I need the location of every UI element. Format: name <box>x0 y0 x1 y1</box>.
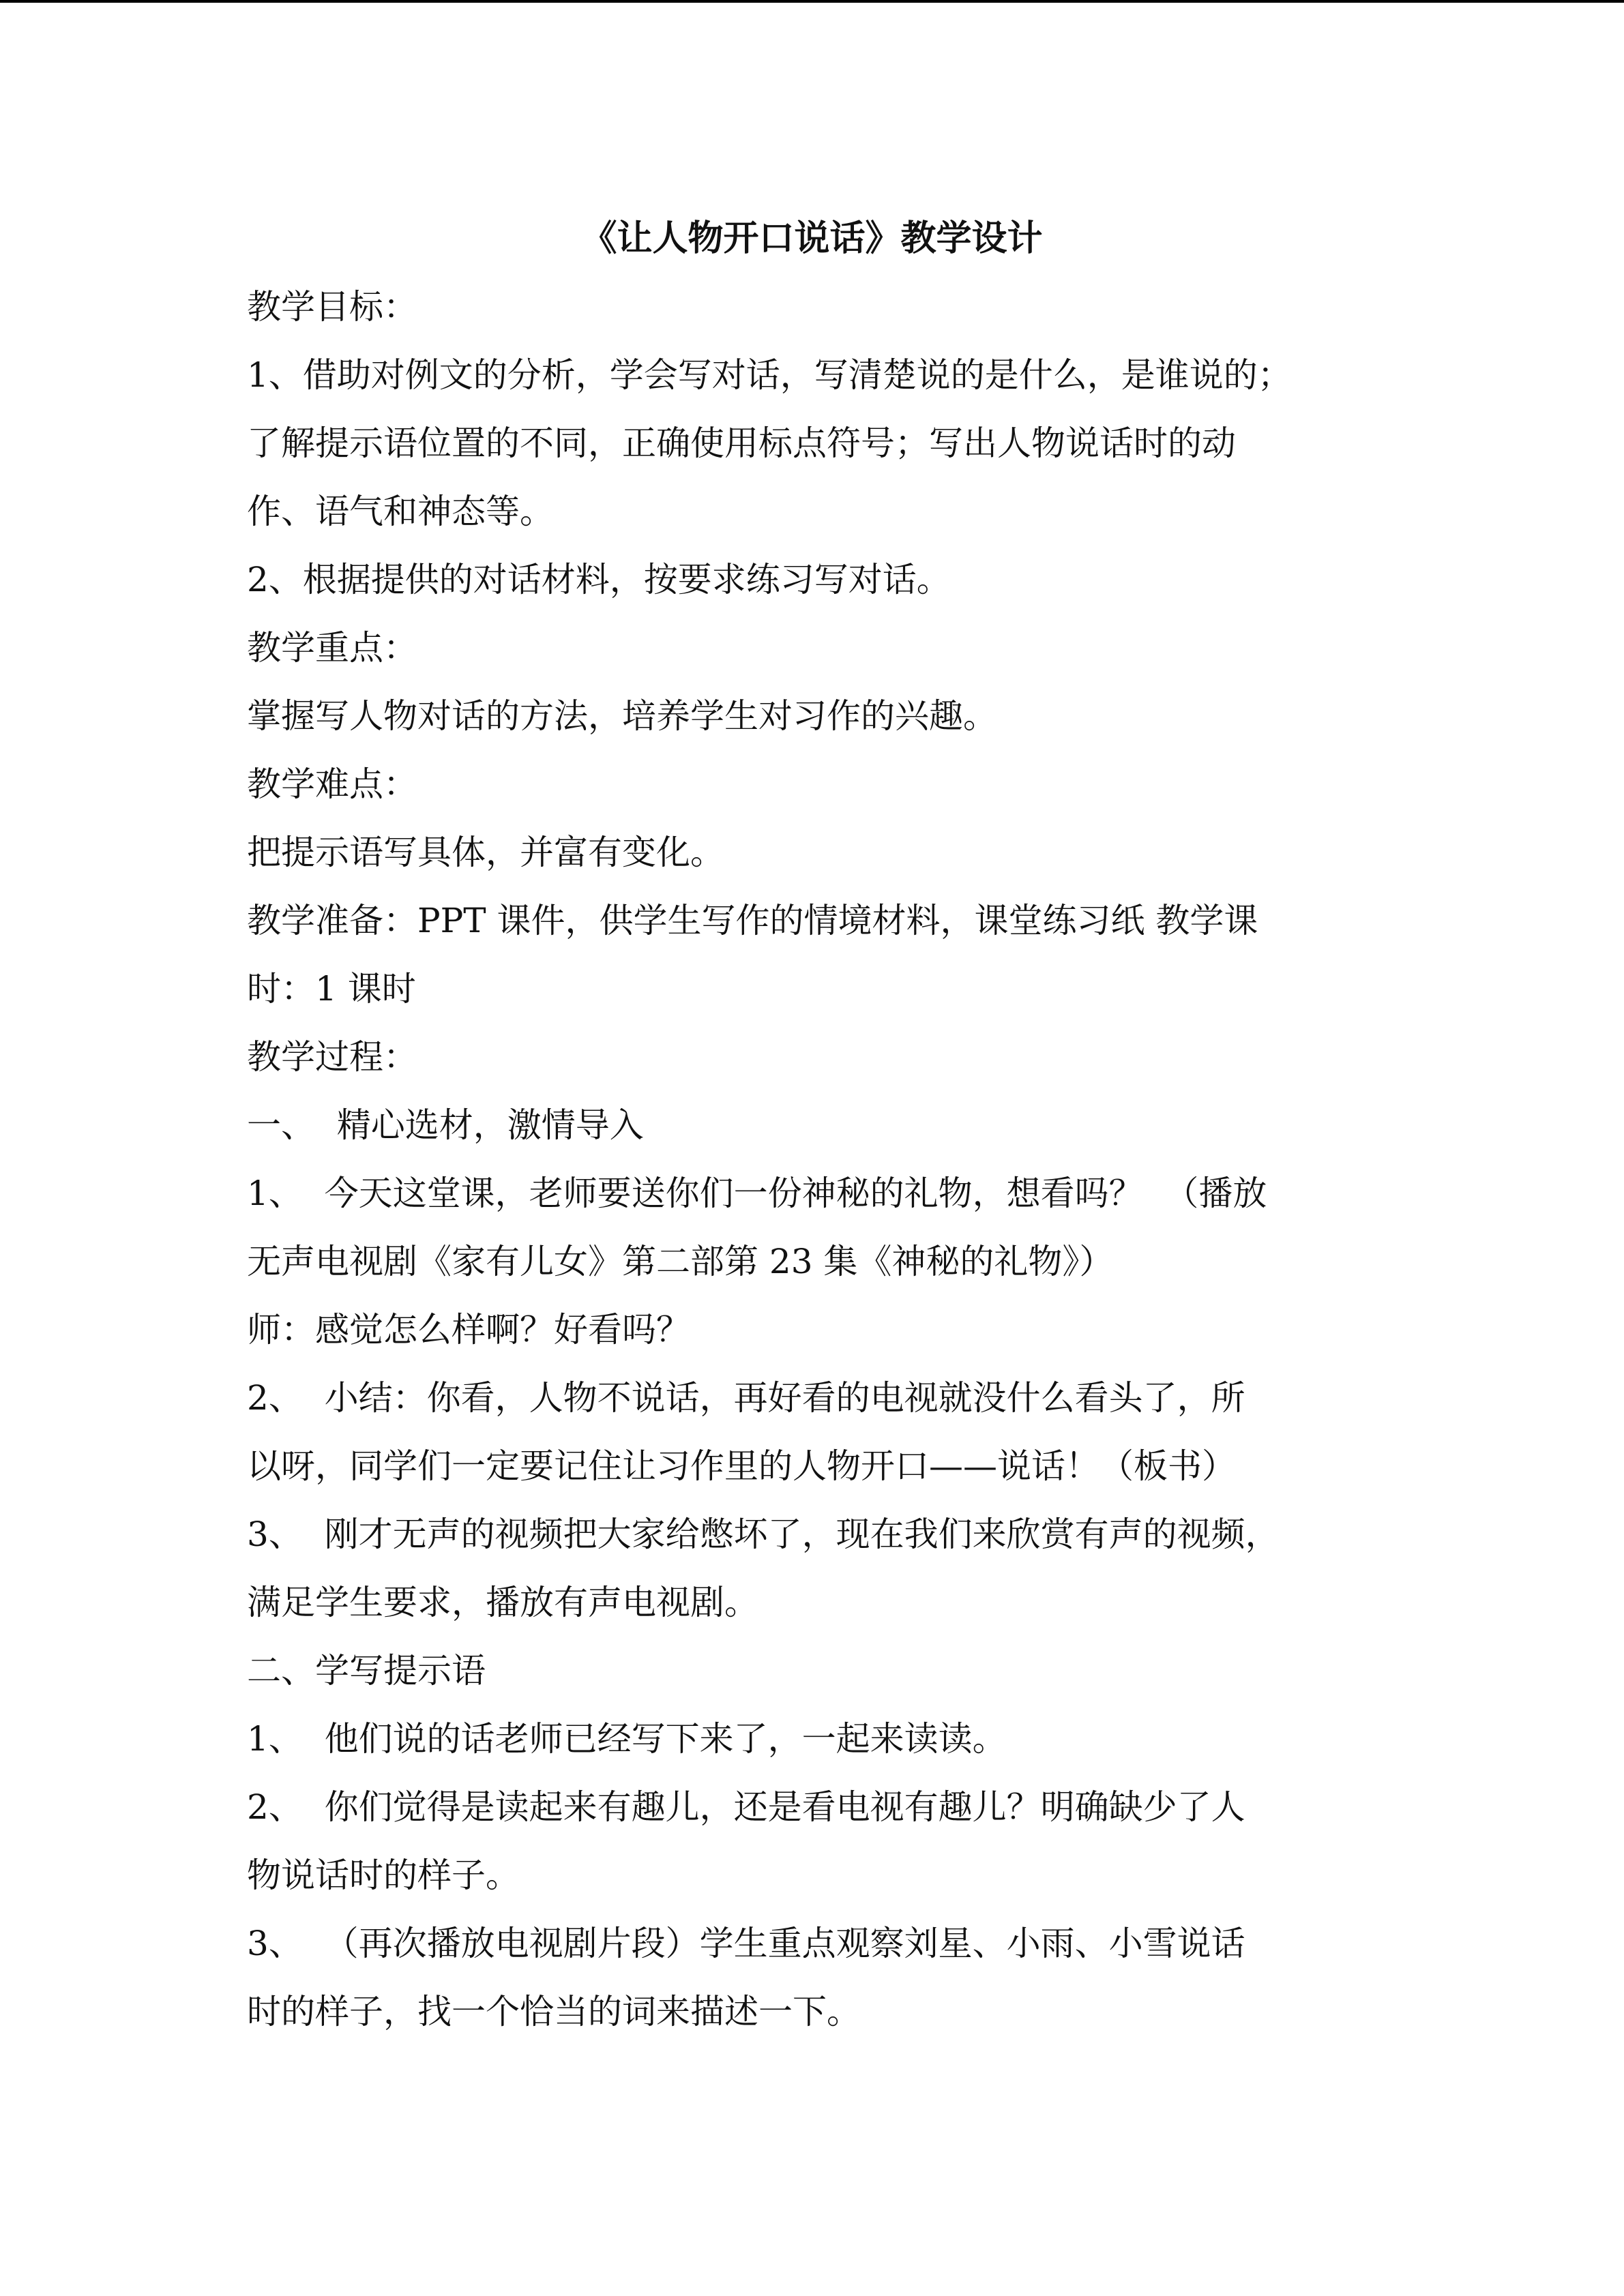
top-border <box>0 0 1624 3</box>
step-2-2-line-1: 2、 你们觉得是读起来有趣儿，还是看电视有趣儿？明确缺少了人 <box>247 1787 1245 1827</box>
step-1-1-line-2: 无声电视剧《家有儿女》第二部第 23 集《神秘的礼物》） <box>247 1242 1114 1281</box>
heading-difficulties: 教学难点： <box>247 764 417 804</box>
document-body <box>247 273 1400 2046</box>
goal-1-line-2: 了解提示语位置的不同，正确使用标点符号；写出人物说话时的动 <box>247 423 1236 463</box>
document-title: 《让人物开口说话》教学设计 <box>581 218 1043 259</box>
preparation-line-1: 教学准备：PPT 课件，供学生写作的情境材料，课堂练习纸 教学课 <box>247 901 1258 940</box>
preparation-line-2: 时：1 课时 <box>247 969 416 1009</box>
step-2-1: 1、 他们说的话老师已经写下来了，一起来读读。 <box>247 1719 1007 1759</box>
goal-2: 2、根据提供的对话材料，按要求练习写对话。 <box>247 560 951 599</box>
heading-key-points: 教学重点： <box>247 628 417 668</box>
teacher-question: 师：感觉怎么样啊？好看吗？ <box>247 1310 690 1350</box>
step-1-3-line-2: 满足学生要求，播放有声电视剧。 <box>247 1583 758 1622</box>
step-2-2-line-2: 物说话时的样子。 <box>247 1855 520 1895</box>
step-1-2-line-2: 以呀，同学们一定要记住让习作里的人物开口——说话！（板书） <box>247 1446 1236 1486</box>
goal-1-line-3: 作、语气和神态等。 <box>247 492 554 531</box>
step-1-1-line-1: 1、 今天这堂课，老师要送你们一份神秘的礼物，想看吗？ （播放 <box>247 1174 1267 1213</box>
difficulties-text: 把提示语写具体，并富有变化。 <box>247 833 724 872</box>
heading-teaching-goals: 教学目标： <box>247 287 417 327</box>
step-2-3-line-1: 3、 （再次播放电视剧片段）学生重点观察刘星、小雨、小雪说话 <box>247 1924 1245 1963</box>
section-2-heading: 二、学写提示语 <box>247 1651 486 1690</box>
step-1-3-line-1: 3、 刚才无声的视频把大家给憋坏了，现在我们来欣赏有声的视频， <box>247 1515 1280 1554</box>
section-1-heading: 一、 精心选材，激情导入 <box>247 1105 644 1145</box>
goal-1-line-1: 1、借助对例文的分析，学会写对话，写清楚说的是什么，是谁说的； <box>247 355 1292 395</box>
key-points-text: 掌握写人物对话的方法，培养学生对习作的兴趣。 <box>247 696 997 736</box>
step-2-3-line-2: 时的样子，找一个恰当的词来描述一下。 <box>247 1992 861 2031</box>
heading-process: 教学过程： <box>247 1037 417 1077</box>
step-1-2-line-1: 2、 小结：你看，人物不说话，再好看的电视就没什么看头了，所 <box>247 1378 1245 1418</box>
